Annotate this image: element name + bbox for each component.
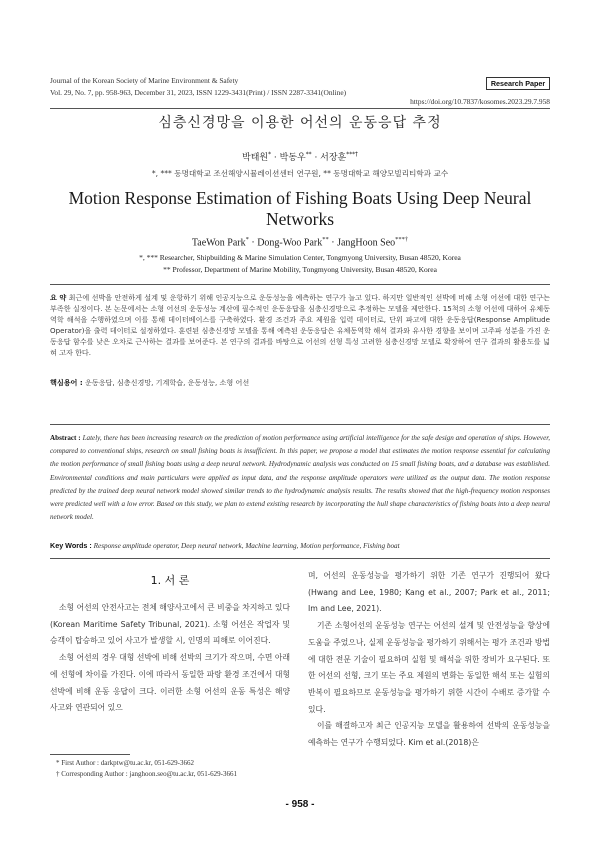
paragraph: 소형 어선의 경우 대형 선박에 비해 선박의 크기가 작으며, 수면 아래에 선형에 차이를 가진다. 이에 따라서 동일한 파랑 환경 조건에서 대형 선박에 비해 운동 응답이 크다. 이러한 소형 어선의 운동 특성은 해양 사고와 연관되어 있으 bbox=[50, 653, 290, 713]
body-left-column bbox=[50, 600, 290, 717]
header-rule bbox=[50, 108, 550, 109]
korean-keywords bbox=[50, 378, 249, 388]
corresponding-author-footnote: † Corresponding Author : janghoon.seo@tu.ac.kr, 051-629-3661 bbox=[56, 770, 237, 778]
english-abstract-text: Lately, there has been increasing research on the prediction of motion performance using artificial intelligence for the safe design and operation of ships. However, compared to conventional ships, research on small fishing boats is insufficient. In this paper, we propose a model that estimates the motion response essential for calculating the motion performance of small fishing boats using a deep neural network. Hydrodynamic analysis was conducted on 15 small fishing boats, and a database was established. Environmental conditions and main particulars were applied as input data, and the response amplitude operators were utilized as the output data. The motion response predicted by the trained deep neural network model showed similar trends to the hydrodynamic analysis results. The results showed that the high-frequency motion responses were predicted well with a low error. Based on this study, we plan to extend existing research by incorporating the hull shape characteristics of fishing boats into a deep neural network model. bbox=[50, 434, 550, 522]
english-abstract-label: Abstract : bbox=[50, 434, 81, 442]
english-authors bbox=[50, 236, 550, 248]
body-right-column bbox=[308, 568, 550, 752]
divider bbox=[50, 558, 550, 559]
author-mark: ***† bbox=[395, 236, 409, 243]
page-number: - 958 - bbox=[285, 799, 315, 810]
volume-issn-line: Vol. 29, No. 7, pp. 958-963, December 31, 2023, ISSN 1229-3431(Print) / ISSN 2287-3341(Online) bbox=[50, 88, 347, 97]
english-author-2: Dong-Woo Park bbox=[257, 237, 323, 249]
divider bbox=[50, 284, 550, 285]
author-mark: ***† bbox=[346, 152, 358, 158]
korean-author-3: 서장훈 bbox=[320, 153, 347, 163]
korean-abstract bbox=[50, 292, 550, 359]
first-author-footnote: * First Author : darkptw@tu.ac.kr, 051-629-3662 bbox=[56, 759, 194, 767]
footnote-rule bbox=[50, 754, 130, 755]
article-type-badge: Research Paper bbox=[486, 77, 550, 90]
english-title: Motion Response Estimation of Fishing Boats Using Deep Neural Networks bbox=[68, 188, 532, 229]
author-separator: · bbox=[311, 153, 321, 163]
english-keywords-label: Key Words : bbox=[50, 541, 92, 550]
author-separator: · bbox=[271, 153, 280, 163]
korean-abstract-label: 요 약 bbox=[50, 293, 67, 302]
paragraph: 소형 어선의 안전사고는 전체 해양사고에서 큰 비중을 차지하고 있다(Korean Maritime Safety Tribunal, 2021). 소형 어선은 작업자 및 승객이 탑승하고 있어 사고가 발생할 시, 인명의 피해로 이어진다. bbox=[50, 603, 290, 646]
paragraph: 기존 소형어선의 운동성능 연구는 어선의 설계 및 안전성능을 향상에 도움을 주었으나, 실제 운동성능을 평가하기 위해서는 평가 조건과 방법에 대한 전문 기술이 필요하며 실험 및 해석을 위한 장비가 요구된다. 또한 어선의 선형, 크기 또는 주요 제원의 변화는 동일한 해석 또는 실험의 반복이 필요하므로 운동성능을 평가하기 위한 시간이 수배로 증가할 수 있다. bbox=[308, 621, 550, 714]
divider bbox=[50, 424, 550, 425]
section-title: 1. 서 론 bbox=[150, 574, 190, 587]
korean-affiliation: *, *** 동명대학교 조선해양시뮬레이션센터 연구원, ** 동명대학교 해양모빌리티학과 교수 bbox=[151, 169, 449, 178]
author-mark: * bbox=[268, 152, 272, 158]
author-mark: ** bbox=[305, 152, 312, 158]
author-separator: · bbox=[248, 237, 258, 249]
journal-name: Journal of the Korean Society of Marine Environment & Safety bbox=[50, 76, 239, 85]
english-author-3: JangHoon Seo bbox=[337, 237, 396, 249]
english-affiliation-1: *, *** Researcher, Shipbuilding & Marine Simulation Center, Tongmyong University, Busan 48520, Korea bbox=[139, 253, 461, 262]
korean-abstract-text: 최근에 선박을 안전하게 설계 및 운항하기 위해 인공지능으로 운동성능을 예측하는 연구가 늘고 있다. 하지만 일반적인 선박에 비해 소형 어선에 대한 연구는 부족한 실정이다. 본 논문에서는 소형 어선의 운동성능 계산에 필수적인 운동응답을 심층신경망으로 추정하는 모델을 제안한다. 15척의 소형 어선에 대하여 유체동역학 해석을 수행하였으며 이를 통해 데이터베이스를 구축하였다. 환경 조건과 주요 제원을 입력 데이터로, 단위 파고에 대한 운동응답(Response Amplitude Operator)을 출력 데이터로 설정하였다. 훈련된 심층신경망 모델을 통해 예측된 운동응답은 유체동역학 해석 결과와 유사한 경향을 보이며 고주파 성분을 가진 운동응답 함수를 낮은 오차로 근사하는 결과를 보여준다. 본 연구의 결과를 바탕으로 어선의 선형 특성 고려한 심층신경망 모델로 확장하여 연구 결과의 활용도를 넓혀 고자 한다. bbox=[50, 293, 550, 358]
author-mark: * bbox=[245, 236, 249, 243]
doi-link[interactable]: https://doi.org/10.7837/kosomes.2023.29.7.958 bbox=[410, 97, 550, 106]
author-separator: · bbox=[328, 237, 338, 249]
paragraph: 이를 해결하고자 최근 인공지능 모델을 활용하여 선박의 운동성능을 예측하는 연구가 수행되었다. Kim et al.(2018)은 bbox=[308, 721, 550, 748]
korean-keywords-label: 핵심용어 : bbox=[50, 378, 83, 387]
english-keywords-text: Response amplitude operator, Deep neural network, Machine learning, Motion performance, Fishing boat bbox=[93, 542, 400, 550]
author-mark: ** bbox=[322, 236, 329, 243]
korean-author-1: 박태원 bbox=[242, 153, 269, 163]
korean-authors bbox=[50, 150, 550, 163]
english-keywords bbox=[50, 541, 400, 550]
paragraph: 며, 어선의 운동성능을 평가하기 위한 기존 연구가 진행되어 왔다(Hwang and Lee, 1980; Kang et al., 2007; Park et al., 2011; Im and Lee, 2021). bbox=[308, 571, 550, 614]
korean-title: 심층신경망을 이용한 어선의 운동응답 추정 bbox=[158, 115, 442, 131]
english-affiliation-2: ** Professor, Department of Marine Mobility, Tongmyong University, Busan 48520, Korea bbox=[163, 265, 437, 274]
korean-author-2: 박동우 bbox=[279, 153, 306, 163]
english-abstract bbox=[50, 432, 550, 524]
english-author-1: TaeWon Park bbox=[191, 237, 246, 249]
korean-keywords-text: 운동응답, 심층신경망, 기계학습, 운동성능, 소형 어선 bbox=[84, 378, 250, 387]
